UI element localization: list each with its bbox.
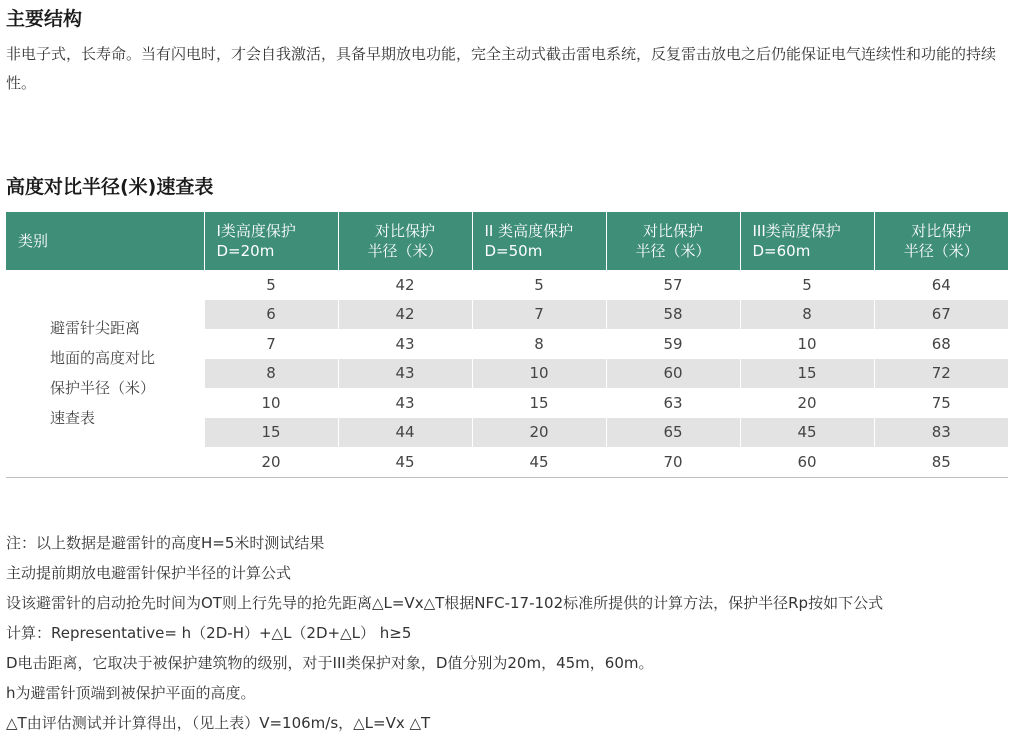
note-line: h为避雷针顶端到被保护平面的高度。	[6, 684, 256, 702]
header-line-1: 对比保护	[911, 222, 972, 240]
table-cell: 83	[874, 418, 1008, 448]
table-cell: 5	[740, 270, 874, 300]
table-cell: 10	[204, 388, 338, 418]
table-cell: 43	[338, 329, 472, 359]
table-header-cell	[606, 212, 740, 270]
header-line-1: III类高度保护	[752, 222, 841, 240]
table-cell: 65	[606, 418, 740, 448]
table-cell: 43	[338, 359, 472, 389]
header-line-2: 半径（米）	[903, 242, 979, 260]
table-header-row	[6, 212, 1008, 270]
note-line: 计算：Representative= h（2D-H）+△L（2D+△L） h≥5	[6, 624, 412, 642]
table-cell: 7	[204, 329, 338, 359]
table-cell: 70	[606, 447, 740, 477]
table-cell: 10	[472, 359, 606, 389]
note-line: D电击距离，它取决于被保护建筑物的级别，对于III类保护对象，D值分别为20m，45m，60m。	[6, 654, 654, 672]
header-line-1: I类高度保护	[216, 222, 296, 240]
note-line: 主动提前期放电避雷针保护半径的计算公式	[6, 564, 292, 582]
table-cell: 7	[472, 300, 606, 330]
header-line-2: 半径（米）	[367, 242, 443, 260]
table-cell: 20	[204, 447, 338, 477]
note-line: △T由评估测试并计算得出，（见上表）V=106m/s，△L=Vx △T	[6, 714, 431, 732]
table-cell: 20	[472, 418, 606, 448]
header-line-2: D=50m	[484, 242, 543, 260]
table-cell: 44	[338, 418, 472, 448]
category-line: 地面的高度对比	[50, 349, 156, 368]
table-cell: 43	[338, 388, 472, 418]
table-cell: 5	[472, 270, 606, 300]
category-cell	[6, 270, 204, 477]
note-line: 注：以上数据是避雷针的高度H=5米时测试结果	[6, 534, 325, 552]
section-title-main-structure: 主要结构	[6, 8, 83, 30]
header-line-2: D=60m	[752, 242, 811, 260]
table-cell: 60	[606, 359, 740, 389]
table-cell: 85	[874, 447, 1008, 477]
table-cell: 6	[204, 300, 338, 330]
table-cell: 45	[472, 447, 606, 477]
category-line: 保护半径（米）	[50, 379, 156, 398]
table-cell: 58	[606, 300, 740, 330]
category-line: 避雷针尖距离	[50, 319, 141, 338]
table-cell: 57	[606, 270, 740, 300]
table-header-cell	[338, 212, 472, 270]
table-cell: 60	[740, 447, 874, 477]
header-line-2: 半径（米）	[635, 242, 711, 260]
table-cell: 45	[338, 447, 472, 477]
notes-block	[6, 528, 1010, 738]
intro-paragraph: 非电子式，长寿命。当有闪电时，才会自我激活，具备早期放电功能，完全主动式截击雷电系统，反复雷击放电之后仍能保证电气连续性和功能的持续性。	[6, 45, 997, 92]
table-cell: 15	[204, 418, 338, 448]
category-line: 速查表	[50, 409, 96, 428]
table-header-cell	[740, 212, 874, 270]
table-cell: 68	[931, 334, 951, 353]
header-line-1: II 类高度保护	[484, 222, 574, 240]
table-row	[6, 270, 1008, 300]
table-cell: 8	[472, 329, 606, 359]
table-cell: 10	[740, 329, 874, 359]
section-title-table: 高度对比半径(米)速查表	[6, 176, 214, 198]
header-line-1: 类别	[18, 232, 49, 250]
header-line-1: 对比保护	[642, 222, 703, 240]
table-header-cell	[874, 212, 1008, 270]
note-line: 设该避雷针的启动抢先时间为OT则上行先导的抢先距离△L=Vx△T根据NFC-17-102标准所提供的计算方法，保护半径Rp按如下公式	[6, 594, 884, 612]
radius-lookup-table	[6, 212, 1008, 478]
table-cell: 15	[740, 359, 874, 389]
table-cell: 67	[874, 300, 1008, 330]
table-cell: 75	[931, 393, 951, 412]
table-cell: 63	[606, 388, 740, 418]
table-cell: 72	[874, 359, 1008, 389]
table-header-cell	[204, 212, 338, 270]
table-cell: 5	[204, 270, 338, 300]
table-cell: 20	[740, 388, 874, 418]
header-line-2: D=20m	[216, 242, 275, 260]
table-cell: 45	[740, 418, 874, 448]
header-line-1: 对比保护	[374, 222, 435, 240]
table-cell: 15	[472, 388, 606, 418]
table-cell: 59	[606, 329, 740, 359]
table-cell: 64	[931, 275, 951, 294]
table-header-cell	[6, 212, 204, 270]
table-cell: 42	[338, 270, 472, 300]
table-cell: 8	[204, 359, 338, 389]
table-cell: 42	[338, 300, 472, 330]
table-cell: 8	[740, 300, 874, 330]
table-header-cell	[472, 212, 606, 270]
